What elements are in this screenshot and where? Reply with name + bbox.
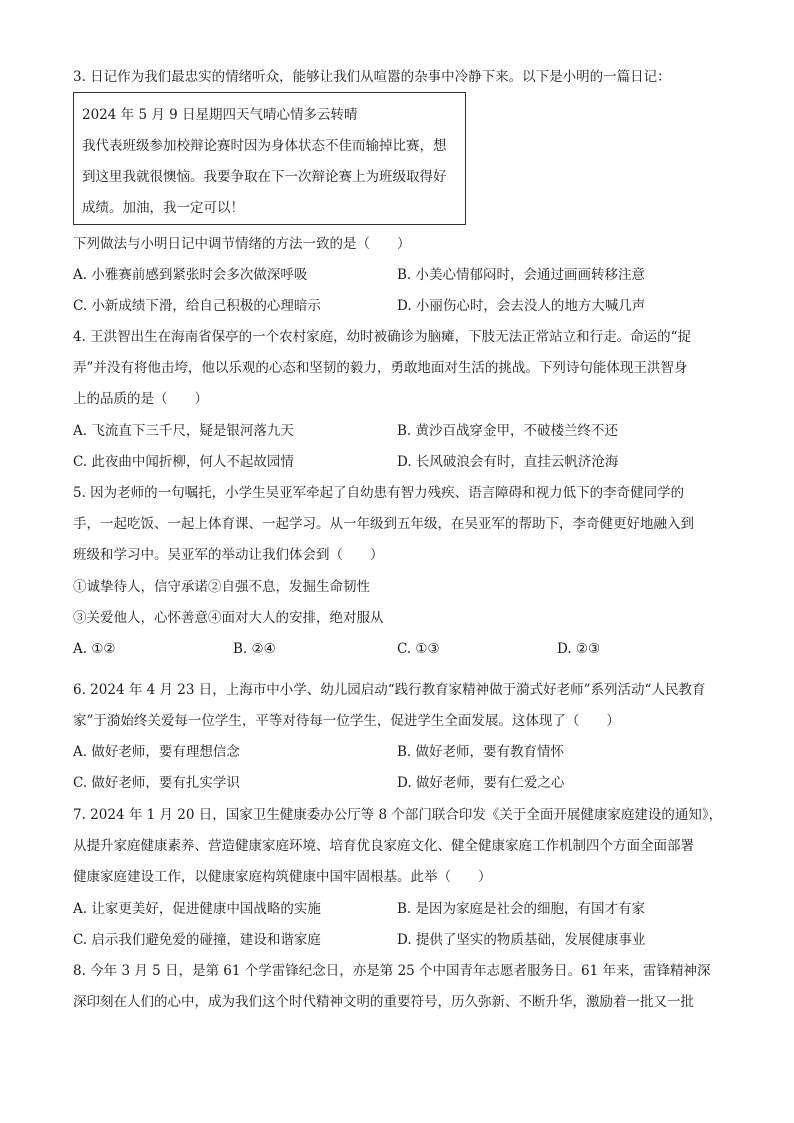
q4-stem-line: 弄”并没有将他击垮，他以乐观的心态和坚韧的毅力，勇敢地面对生活的挑战。下列诗句能体现王洪智身 (73, 360, 688, 376)
q7-option-a: A. 让家更美好，促进健康中国战略的实施 (73, 901, 321, 917)
q4-stem-line: 上的品质的是（ ） (73, 391, 208, 407)
q7-stem-line: 健康家庭建设工作，以健康家庭构筑健康中国牢固根基。此举（ ） (73, 869, 492, 885)
q6-option-d: D. 做好老师，要有仁爱之心 (397, 775, 565, 791)
q7-option-d: D. 提供了坚实的物质基础，发展健康事业 (397, 932, 646, 948)
q8-stem-line: 深印刻在人们的心中，成为我们这个时代精神文明的重要符号，历久弥新、不断升华，激励着一批又一批 (73, 994, 694, 1010)
diary-box (73, 92, 466, 225)
q5-option-d: D. ②③ (557, 641, 601, 657)
q7-stem-line: 从提升家庭健康素养、营造健康家庭环境、培育优良家庭文化、健全健康家庭工作机制四个方面全面部署 (73, 838, 694, 854)
q7-option-b: B. 是因为家庭是社会的细胞，有国才有家 (397, 901, 646, 917)
q3-option-d: D. 小丽伤心时，会去没人的地方大喊几声 (397, 298, 646, 314)
diary-line: 2024 年 5 月 9 日星期四天气晴心情多云转晴 (82, 107, 358, 123)
q4-option-c: C. 此夜曲中闻折柳，何人不起故园情 (73, 454, 294, 470)
diary-line: 我代表班级参加校辩论赛时因为身体状态不佳而输掉比赛，想 (82, 138, 447, 154)
q3-stem: 3. 日记作为我们最忠实的情绪听众，能够让我们从喧嚣的杂事中冷静下来。以下是小明的一篇日记： (73, 69, 671, 85)
q5-option-c: C. ①③ (397, 641, 440, 657)
q7-stem-line: 7. 2024 年 1 月 20 日，国家卫生健康委办公厅等 8 个部门联合印发《关于全面开展健康家庭建设的通知》， (73, 807, 723, 823)
q3-option-b: B. 小美心情郁闷时，会通过画画转移注意 (397, 267, 646, 283)
diary-line: 成绩。加油，我一定可以！ (82, 200, 244, 216)
q6-stem-line: 6. 2024 年 4 月 23 日，上海市中小学、幼儿园启动“践行教育家精神做于漪式好老师”系列活动“人民教育 (73, 682, 706, 698)
q4-option-a: A. 飞流直下三千尺，疑是银河落九天 (73, 423, 294, 439)
q6-option-c: C. 做好老师，要有扎实学识 (73, 775, 240, 791)
q4-stem-line: 4. 王洪智出生在海南省保亭的一个农村家庭，幼时被确诊为脑瘫，下肢无法正常站立和行走。命运的“捉 (73, 329, 692, 345)
q6-option-b: B. 做好老师，要有教育情怀 (397, 744, 565, 760)
q4-option-d: D. 长风破浪会有时，直挂云帆济沧海 (397, 454, 619, 470)
q5-stem-line: 班级和学习中。吴亚军的举动让我们体会到（ ） (73, 547, 384, 563)
q3-option-c: C. 小新成绩下滑，给自己积极的心理暗示 (73, 298, 321, 314)
q4-option-b: B. 黄沙百战穿金甲，不破楼兰终不还 (397, 423, 619, 439)
q8-stem-line: 8. 今年 3 月 5 日，是第 61 个学雷锋纪念日，亦是第 25 个中国青年志愿者服务日。61 年来，雷锋精神深 (73, 963, 711, 979)
q3-option-a: A. 小雅赛前感到紧张时会多次做深呼吸 (73, 267, 308, 283)
q5-statement: ①诚挚待人，信守承诺②自强不息，发掘生命韧性 (73, 579, 370, 595)
q3-question: 下列做法与小明日记中调节情绪的方法一致的是（ ） (73, 236, 411, 252)
diary-line: 到这里我就很懊恼。我要争取在下一次辩论赛上为班级取得好 (82, 169, 447, 185)
q5-option-b: B. ②④ (233, 641, 276, 657)
q5-stem-line: 手，一起吃饭、一起上体育课、一起学习。从一年级到五年级，在吴亚军的帮助下，李奇健更好地融入到 (73, 516, 694, 532)
q5-option-a: A. ①② (73, 641, 116, 657)
q5-statement: ③关爱他人，心怀善意④面对大人的安排，绝对服从 (73, 610, 384, 626)
q5-stem-line: 5. 因为老师的一句嘱托，小学生吴亚军牵起了自幼患有智力残疾、语言障碍和视力低下的李奇健同学的 (73, 485, 685, 501)
q6-stem-line: 家”于漪始终关爱每一位学生，平等对待每一位学生，促进学生全面发展。这体现了（ ） (73, 713, 620, 729)
q7-option-c: C. 启示我们避免爱的碰撞，建设和谐家庭 (73, 932, 321, 948)
q6-option-a: A. 做好老师，要有理想信念 (73, 744, 240, 760)
